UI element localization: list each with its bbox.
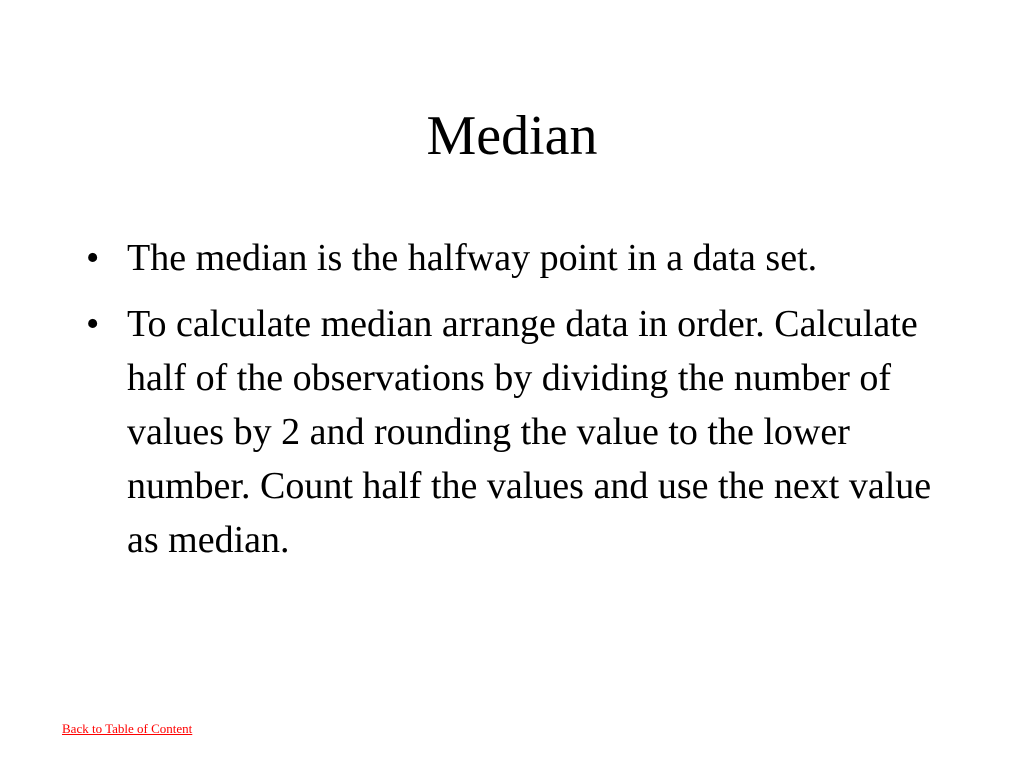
bullet-marker: • xyxy=(86,303,100,345)
bullet-text: The median is the halfway point in a data set. xyxy=(127,237,818,279)
bullet-text: To calculate median arrange data in order. Calculate half of the observations by dividing the number of values by 2 and rounding the value to the lower number. Count half the values and use the next value as median. xyxy=(127,303,932,561)
bullet-item xyxy=(82,231,962,285)
back-to-toc-link[interactable]: Back to Table of Content xyxy=(62,721,193,736)
slide-title: Median xyxy=(426,105,598,167)
bullet-item xyxy=(82,297,962,567)
bullet-list xyxy=(82,231,962,579)
bullet-marker: • xyxy=(86,237,100,279)
